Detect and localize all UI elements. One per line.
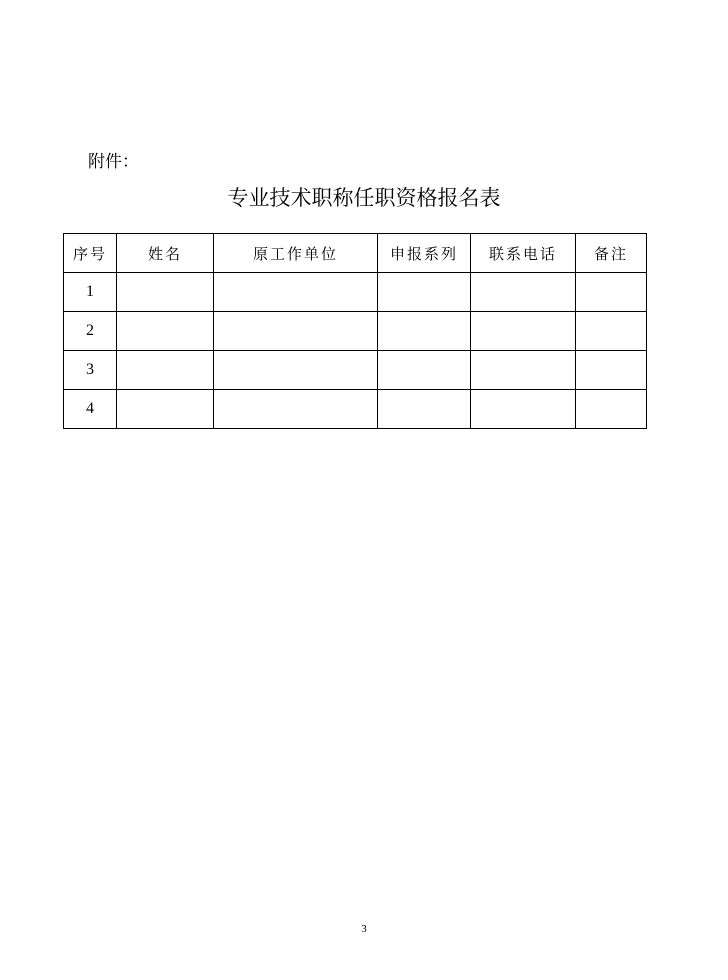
name-cell xyxy=(117,273,214,312)
row-seq-cell: 2 xyxy=(64,312,117,351)
name-cell xyxy=(117,312,214,351)
application-series-cell xyxy=(378,390,471,429)
remarks-cell xyxy=(576,390,647,429)
remarks-cell xyxy=(576,273,647,312)
name-cell xyxy=(117,351,214,390)
phone-cell xyxy=(471,273,576,312)
former-employer-cell xyxy=(214,351,378,390)
table-row xyxy=(64,351,647,390)
phone-cell xyxy=(471,390,576,429)
application-series-cell xyxy=(378,351,471,390)
former-employer-cell xyxy=(214,312,378,351)
header-application-series: 申报系列 xyxy=(378,234,471,273)
table-row xyxy=(64,273,647,312)
application-series-cell xyxy=(378,312,471,351)
header-name: 姓名 xyxy=(117,234,214,273)
page-title: 专业技术职称任职资格报名表 xyxy=(227,186,501,210)
row-seq-cell: 4 xyxy=(64,390,117,429)
phone-cell xyxy=(471,312,576,351)
attachment-label: 附件： xyxy=(88,152,139,172)
header-seq: 序号 xyxy=(64,234,117,273)
table-row xyxy=(64,390,647,429)
table-row xyxy=(64,312,647,351)
table-header-row xyxy=(64,234,647,273)
name-cell xyxy=(117,390,214,429)
header-phone: 联系电话 xyxy=(471,234,576,273)
remarks-cell xyxy=(576,312,647,351)
application-series-cell xyxy=(378,273,471,312)
header-former-employer: 原工作单位 xyxy=(214,234,378,273)
row-seq-cell: 1 xyxy=(64,273,117,312)
registration-table xyxy=(63,233,647,429)
phone-cell xyxy=(471,351,576,390)
page-number: 3 xyxy=(361,923,367,935)
header-remarks: 备注 xyxy=(576,234,647,273)
former-employer-cell xyxy=(214,273,378,312)
remarks-cell xyxy=(576,351,647,390)
former-employer-cell xyxy=(214,390,378,429)
row-seq-cell: 3 xyxy=(64,351,117,390)
